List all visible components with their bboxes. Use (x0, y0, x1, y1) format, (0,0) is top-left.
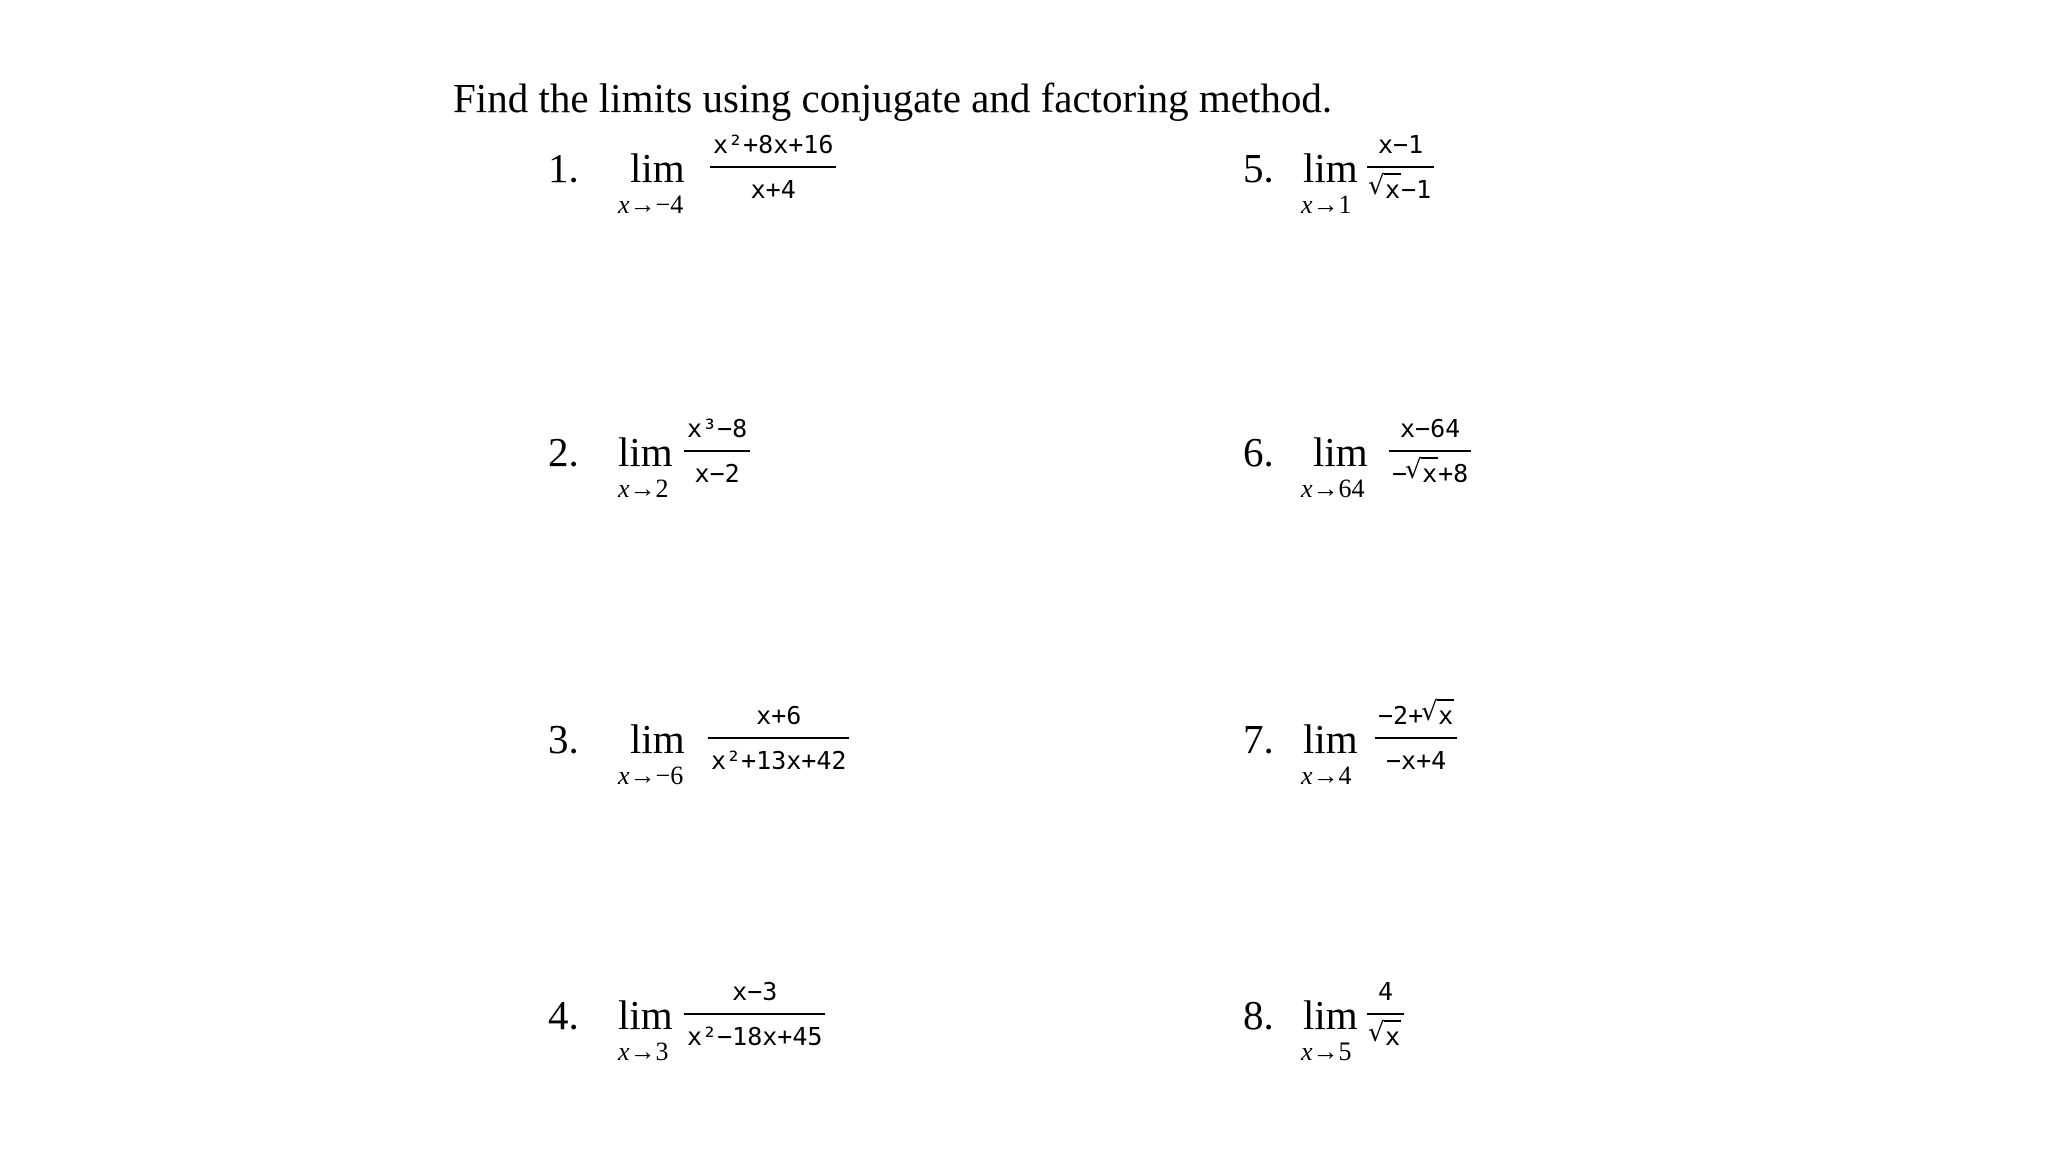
limit-subscript: x→−4 (618, 190, 684, 219)
numerator: x−1 (1378, 130, 1424, 159)
problem-number: 2. (548, 429, 579, 475)
problem-number: 8. (1243, 992, 1274, 1038)
fraction (1367, 973, 1404, 1057)
limit-subscript: x→64 (1301, 474, 1365, 503)
square-root: √ x (1407, 454, 1438, 494)
lim-label: lim (1303, 992, 1358, 1038)
denominator: √ x−1 (1367, 168, 1434, 210)
lim-label: lim (1303, 716, 1358, 762)
fraction (710, 126, 836, 210)
fraction (684, 973, 825, 1057)
limit-subscript: x→−6 (618, 761, 684, 790)
fraction (1389, 410, 1471, 494)
lim-label: lim (630, 716, 685, 762)
lim-label: lim (618, 429, 673, 475)
page-title: Find the limits using conjugate and factoring method. (453, 75, 1333, 121)
problem-number: 1. (548, 145, 579, 191)
lim-label: lim (618, 992, 673, 1038)
problem-number: 3. (548, 716, 579, 762)
numerator: −2+√ x (1375, 697, 1457, 737)
problem-number: 5. (1243, 145, 1274, 191)
numerator: x³−8 (687, 414, 748, 443)
square-root: √ x (1370, 170, 1401, 210)
square-root: √ x (1423, 697, 1454, 735)
numerator: x²+8x+16 (713, 130, 834, 159)
numerator: x−64 (1400, 414, 1461, 443)
limit-subscript: x→2 (618, 474, 669, 503)
denominator: −√ x+8 (1389, 452, 1471, 494)
lim-label: lim (1303, 145, 1358, 191)
denominator: x+4 (750, 175, 796, 204)
denominator: −x+4 (1386, 746, 1447, 775)
limit-subscript: x→1 (1301, 190, 1352, 219)
numerator: x+6 (756, 701, 802, 730)
fraction (708, 697, 849, 781)
denominator: x²−18x+45 (687, 1022, 823, 1051)
lim-label: lim (630, 145, 685, 191)
problem-number: 4. (548, 992, 579, 1038)
fraction (1375, 697, 1457, 781)
denominator (1367, 1015, 1404, 1057)
fraction (1367, 126, 1434, 210)
problem-number: 7. (1243, 716, 1274, 762)
problem-number: 6. (1243, 429, 1274, 475)
denominator: x−2 (694, 459, 740, 488)
limit-subscript: x→5 (1301, 1037, 1352, 1066)
limit-subscript: x→4 (1301, 761, 1352, 790)
square-root: √ x (1370, 1017, 1401, 1057)
numerator: 4 (1378, 977, 1394, 1006)
fraction (684, 410, 750, 494)
limit-subscript: x→3 (618, 1037, 669, 1066)
denominator: x²+13x+42 (711, 746, 847, 775)
lim-label: lim (1313, 429, 1368, 475)
numerator: x−3 (732, 977, 778, 1006)
